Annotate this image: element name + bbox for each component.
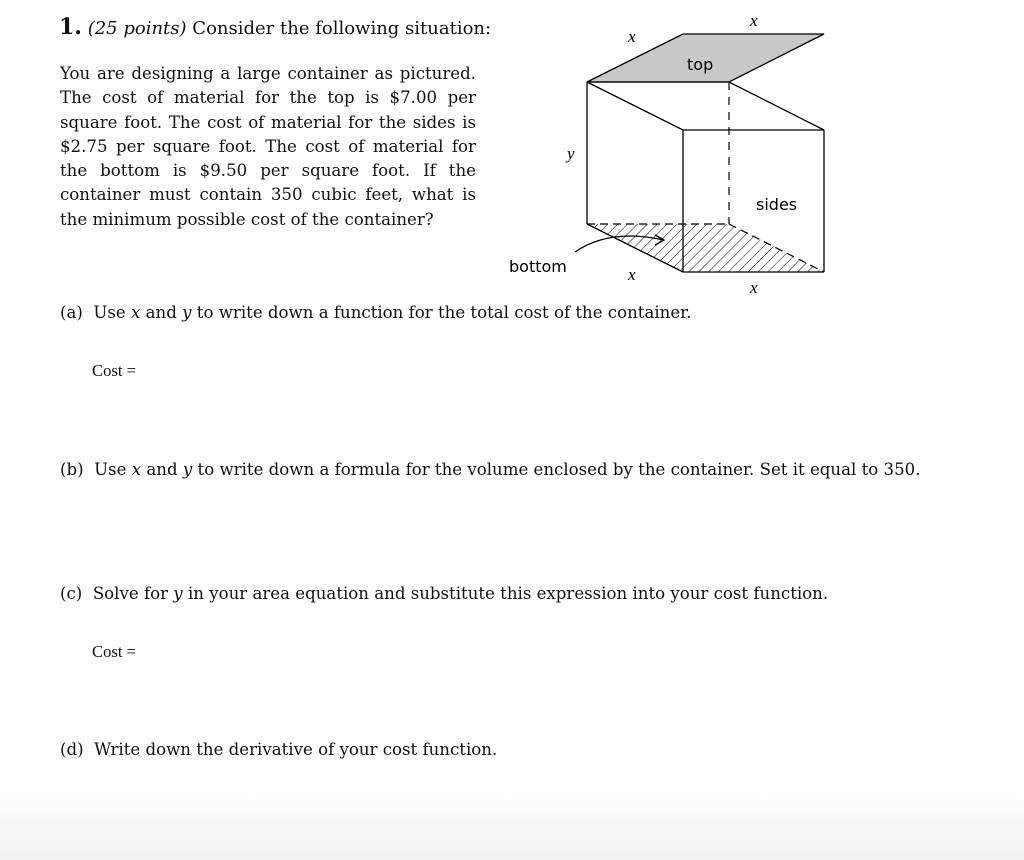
label-x-bottom-right: x xyxy=(750,278,758,297)
question-number: 1. xyxy=(59,14,82,40)
label-sides: sides xyxy=(756,195,798,214)
bottom-face xyxy=(587,224,824,272)
part-c-label: (c) xyxy=(60,584,83,603)
label-x-top-left: x xyxy=(628,27,636,46)
part-d-label: (d) xyxy=(60,740,84,759)
part-b-label: (b) xyxy=(60,460,84,479)
part-a-cost-label: Cost = xyxy=(92,361,136,380)
label-x-bottom-front: x xyxy=(628,265,636,284)
question-prompt: Consider the following situation: xyxy=(192,18,492,39)
box-top-edges xyxy=(587,82,824,130)
label-top: top xyxy=(687,55,714,74)
label-x-top-right: x xyxy=(750,11,758,30)
label-y-side: y xyxy=(567,144,575,163)
label-bottom: bottom xyxy=(509,257,567,276)
part-c: (c) Solve for y in your area equation and substitute this expression into your cost function. xyxy=(60,584,829,603)
part-b: (b) Use x and y to write down a formula for the volume enclosed by the container. Set it equal to 350. xyxy=(60,460,921,479)
problem-statement: You are designing a large container as pictured. The cost of material for the top is $7.00 per square foot. The cost of material for the sides is $2.75 per square foot. The cost of material for the bottom is $9.50 per square foot. If the container must contain 350 cubic feet, what is the minimum possible cost of the container? xyxy=(60,64,476,229)
part-c-cost-label: Cost = xyxy=(92,642,136,661)
question-points: (25 points) xyxy=(87,18,187,39)
part-a-label: (a) xyxy=(60,303,83,322)
part-d: (d) Write down the derivative of your cost function. xyxy=(60,740,498,759)
part-a: (a) Use x and y to write down a function for the total cost of the container. xyxy=(60,303,692,322)
